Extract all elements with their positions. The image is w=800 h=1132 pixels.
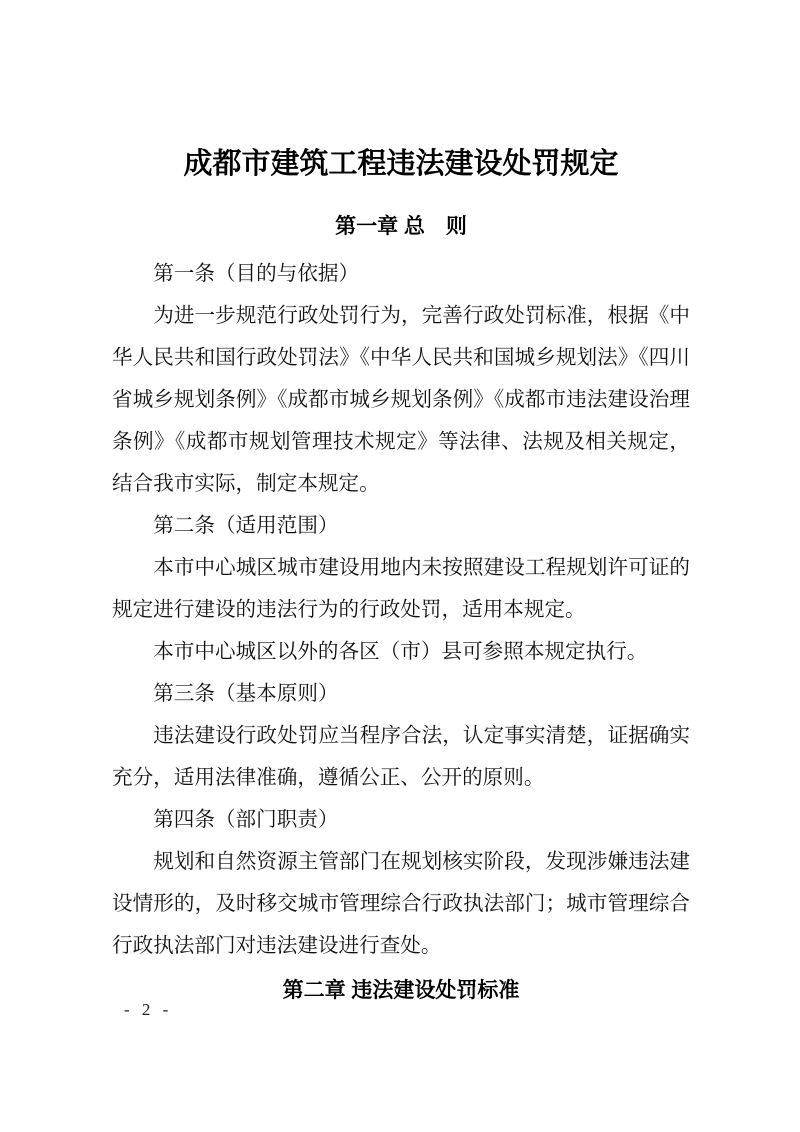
paragraph: 第一条（目的与依据） (153, 263, 360, 285)
document-title: 成都市建筑工程违法建设处罚规定 (183, 148, 619, 180)
chapter-1-heading: 第一章 总 则 (335, 215, 467, 238)
chapter-2-heading: 第二章 违法建设处罚标准 (282, 979, 520, 1002)
page-number: - 2 - (124, 1000, 173, 1019)
paragraph: 规划和自然资源主管部门在规划核实阶段，发现涉嫌违法建设情形的，及时移交城市管理综合行政执法部门；城市管理综合行政执法部门对违法建设进行查处。 (112, 851, 690, 957)
paragraph: 为进一步规范行政处罚行为，完善行政处罚标准，根据《中华人民共和国行政处罚法》《中华人民共和国城乡规划法》《四川省城乡规划条例》《成都市城乡规划条例》《成都市违法建设治理条例》《成都市规划管理技术规定》等法律、法规及相关规定，结合我市实际，制定本规定。 (112, 305, 690, 495)
paragraph: 本市中心城区以外的各区（市）县可参照本规定执行。 (153, 641, 648, 663)
document-body (112, 253, 690, 967)
paragraph: 违法建设行政处罚应当程序合法，认定事实清楚，证据确实充分，适用法律准确，遵循公正、公开的原则。 (112, 725, 690, 789)
paragraph: 第四条（部门职责） (153, 809, 339, 831)
paragraph: 第二条（适用范围） (153, 515, 339, 537)
paragraph: 第三条（基本原则） (153, 683, 339, 705)
paragraph: 本市中心城区城市建设用地内未按照建设工程规划许可证的规定进行建设的违法行为的行政处罚，适用本规定。 (112, 557, 690, 621)
